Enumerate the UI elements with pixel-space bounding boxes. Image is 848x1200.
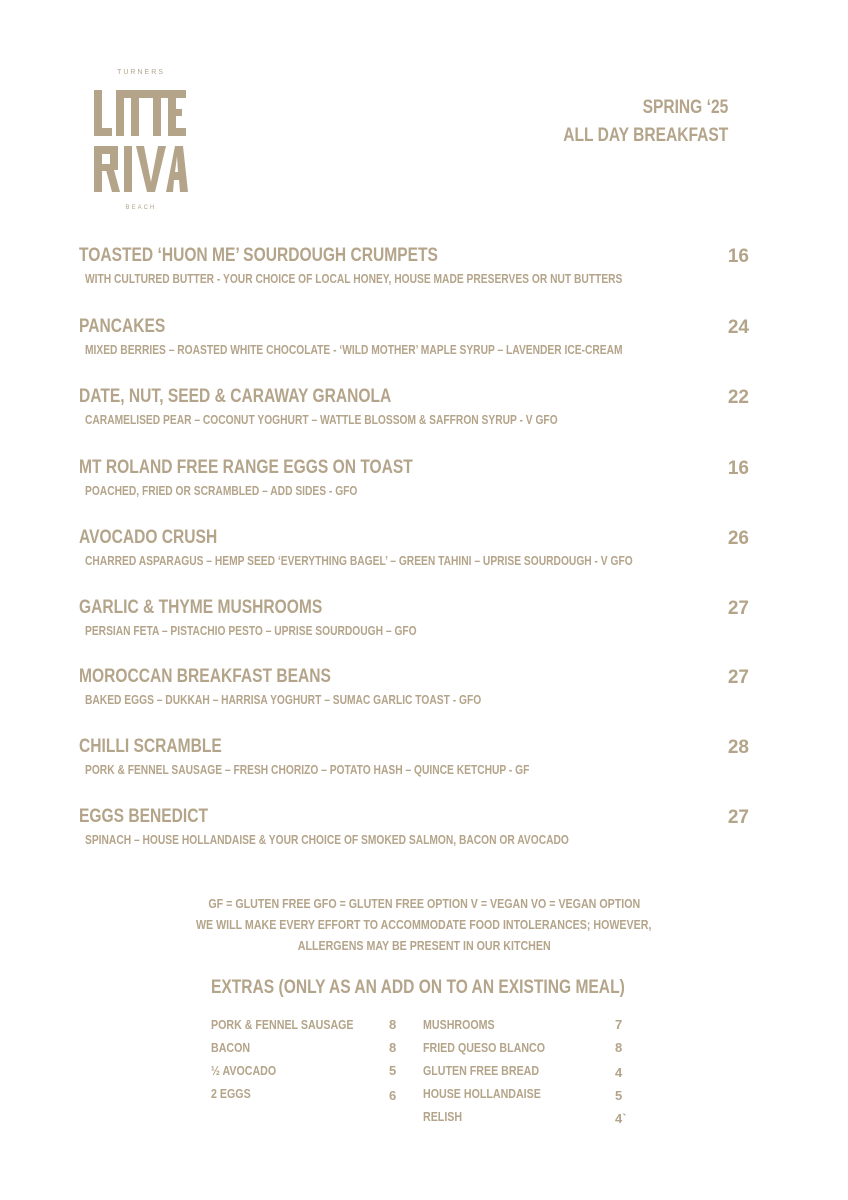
item-name: AVOCADO CRUSH [79,527,218,548]
item-price: 26 [727,528,749,549]
extra-name: FRIED QUESO BLANCO [423,1040,546,1055]
item-description: PERSIAN FETA – PISTACHIO PESTO – UPRISE SOURDOUGH – GFO [85,624,417,638]
menu-item [79,456,749,516]
menu-item [79,315,749,375]
extra-name: BACON [211,1040,251,1055]
legend-line: ALLERGENS MAY BE PRESENT IN OUR KITCHEN [297,938,551,953]
item-name: EGGS BENEDICT [79,806,208,827]
item-description: SPINACH – HOUSE HOLLANDAISE & YOUR CHOICE OF SMOKED SALMON, BACON OR AVOCADO [85,833,569,847]
extra-price: 8 [389,1040,397,1055]
item-description: MIXED BERRIES – ROASTED WHITE CHOCOLATE - ‘WILD MOTHER’ MAPLE SYRUP – LAVENDER ICE-CREAM [85,343,623,357]
extra-price: 5 [389,1063,397,1078]
item-name: PANCAKES [79,316,166,337]
legend-line: WE WILL MAKE EVERY EFFORT TO ACCOMMODATE FOOD INTOLERANCES; HOWEVER, [196,917,652,932]
item-description: POACHED, FRIED OR SCRAMBLED – ADD SIDES - GFO [85,484,358,498]
menu-item [79,735,749,795]
extra-price: 4 [615,1065,623,1080]
extra-name: MUSHROOMS [423,1017,495,1032]
item-price: 22 [727,387,749,408]
extra-item [423,1086,633,1109]
menu-item [79,385,749,445]
extra-price: 4` [615,1111,627,1126]
item-name: DATE, NUT, SEED & CARAWAY GRANOLA [79,386,392,407]
extra-item [423,1040,633,1063]
menu-subtitle: ALL DAY BREAKFAST [562,125,728,146]
logo-wordmark [94,90,188,200]
extra-name: 2 EGGS [211,1086,251,1101]
item-description: CARAMELISED PEAR – COCONUT YOGHURT – WATTLE BLOSSOM & SAFFRON SYRUP - V GFO [85,413,558,427]
menu-header [527,94,728,150]
extras-title: EXTRAS (ONLY AS AN ADD ON TO AN EXISTING MEAL) [211,977,625,998]
item-description: WITH CULTURED BUTTER - YOUR CHOICE OF LOCAL HONEY, HOUSE MADE PRESERVES OR NUT BUTTERS [85,272,623,286]
extra-item [211,1040,401,1063]
item-name: TOASTED ‘HUON ME’ SOURDOUGH CRUMPETS [79,245,438,266]
extra-item [211,1063,401,1086]
extras-column-left [211,1017,401,1109]
extra-name: GLUTEN FREE BREAD [423,1063,540,1078]
logo-bottom-text: BEACH [125,205,157,211]
item-price: 27 [727,807,749,828]
extra-item [423,1063,633,1086]
menu-item [79,805,749,865]
item-price: 24 [727,317,749,338]
season-label: SPRING ‘25 [642,97,728,118]
item-description: PORK & FENNEL SAUSAGE – FRESH CHORIZO – POTATO HASH – QUINCE KETCHUP - GF [85,763,530,777]
extra-name: PORK & FENNEL SAUSAGE [211,1017,354,1032]
menu-item [79,526,749,586]
item-price: 16 [727,458,749,479]
extra-name: ½ AVOCADO [211,1063,277,1078]
item-price: 27 [727,598,749,619]
legend-line: GF = GLUTEN FREE GFO = GLUTEN FREE OPTION V = VEGAN VO = VEGAN OPTION [208,896,640,911]
item-name: MT ROLAND FREE RANGE EGGS ON TOAST [79,457,413,478]
extra-item [211,1086,401,1109]
item-description: CHARRED ASPARAGUS – HEMP SEED ‘EVERYTHING BAGEL’ – GREEN TAHINI – UPRISE SOURDOUGH - V GFO [85,554,633,568]
menu-item [79,596,749,656]
menu-item [79,244,749,304]
extra-name: RELISH [423,1109,463,1124]
item-name: MOROCCAN BREAKFAST BEANS [79,666,331,687]
item-description: BAKED EGGS – DUKKAH – HARRISA YOGHURT – SUMAC GARLIC TOAST - GFO [85,693,482,707]
menu-item [79,665,749,725]
item-price: 28 [727,737,749,758]
item-name: CHILLI SCRAMBLE [79,736,222,757]
extras-column-right [423,1017,633,1132]
extra-price: 7 [615,1017,623,1032]
item-name: GARLIC & THYME MUSHROOMS [79,597,323,618]
dietary-legend [0,893,848,956]
extra-item [423,1109,633,1132]
extra-price: 5 [615,1088,623,1103]
extra-price: 6 [389,1088,397,1103]
logo-top-text: TURNERS [117,69,165,76]
logo [86,64,196,224]
extra-item [211,1017,401,1040]
extra-item [423,1017,633,1040]
extra-price: 8 [389,1017,397,1032]
item-price: 16 [727,246,749,267]
extra-price: 8 [615,1040,623,1055]
extra-name: HOUSE HOLLANDAISE [423,1086,541,1101]
item-price: 27 [727,667,749,688]
